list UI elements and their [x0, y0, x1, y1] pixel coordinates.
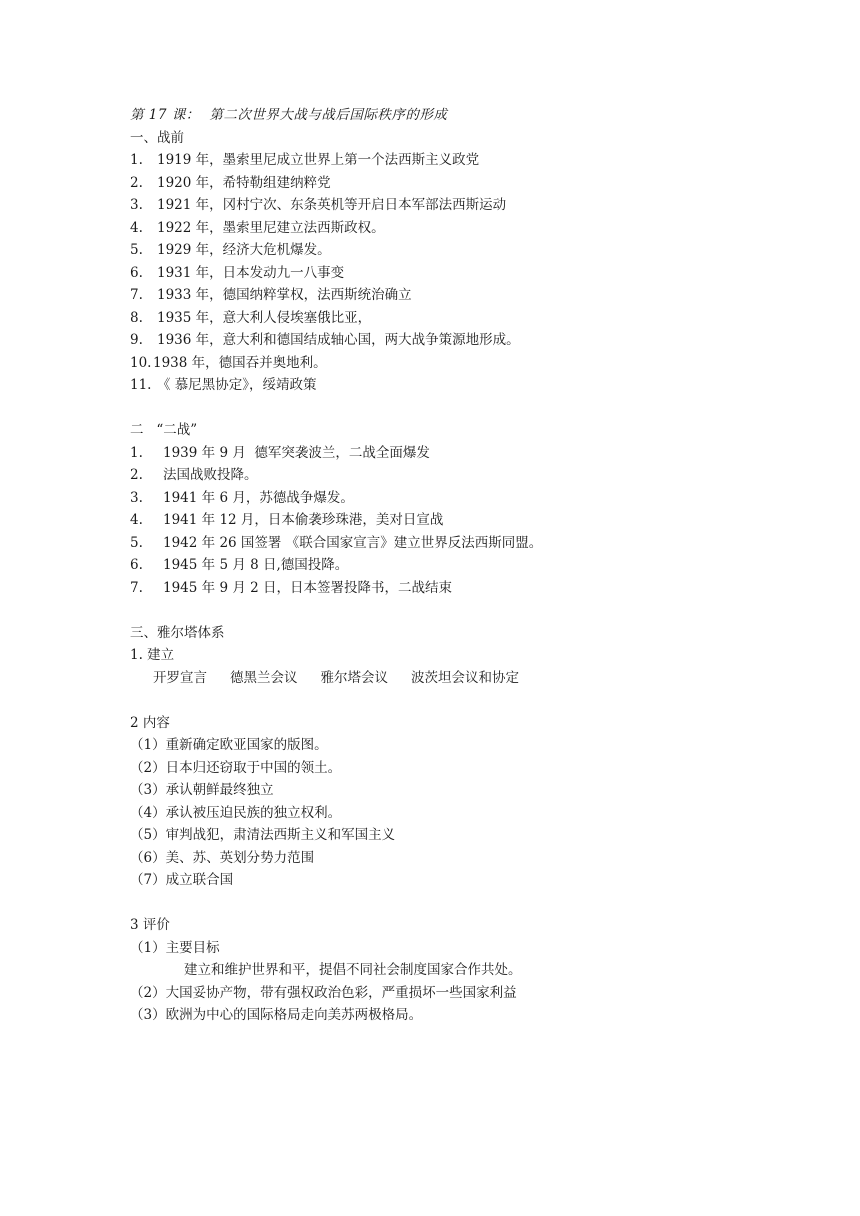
item-text: 1941 年 12 月，日本偷袭珍珠港，美对日宣战	[163, 512, 444, 528]
evaluation-item: （2）大国妥协产物，带有强权政治色彩，严重损坏一些国家利益	[130, 984, 517, 1001]
item-number: 6.	[130, 264, 143, 281]
section-heading-prewar: 一、战前	[130, 129, 184, 146]
list-item	[130, 239, 810, 262]
list-item: （6）美、苏、英划分势力范围	[130, 849, 315, 866]
item-number: 8.	[130, 309, 143, 326]
item-number: 10.	[130, 354, 152, 371]
item-number: 1.	[130, 444, 143, 461]
document-body	[130, 104, 810, 1027]
list-item	[130, 352, 810, 375]
section-heading-ww2: 二 “二战”	[130, 422, 198, 438]
list-item	[130, 284, 810, 307]
item-text: 1939 年 9 月 德军突袭波兰，二战全面爆发	[163, 444, 430, 461]
item-text: 1935 年，意大利人侵埃塞俄比亚，	[157, 309, 372, 326]
list-item	[130, 577, 810, 600]
item-number: 1.	[130, 152, 143, 168]
list-item: （5）审判战犯，肃清法西斯主义和军国主义	[130, 827, 396, 843]
subheading-evaluation: 3 评价	[130, 917, 170, 933]
item-text: 1921 年，冈村宁次、东条英机等开启日本军部法西斯运动	[157, 197, 507, 213]
item-number: 3.	[130, 197, 143, 213]
evaluation-detail: 建立和维护世界和平，提倡不同社会制度国家合作共处。	[184, 962, 522, 978]
conference-item: 德黑兰会议	[230, 669, 298, 686]
list-item: （2）日本归还窃取于中国的领土。	[130, 759, 342, 776]
list-item	[130, 532, 810, 555]
item-text: 1936 年，意大利和德国结成轴心国，两大战争策源地形成。	[157, 332, 520, 348]
list-item: （3）承认朝鲜最终独立	[130, 782, 274, 798]
content-list	[130, 734, 810, 892]
conference-list	[130, 667, 810, 690]
item-text: 1933 年，德国纳粹掌权，法西斯统治确立	[157, 287, 412, 303]
item-number: 2.	[130, 467, 143, 483]
subheading-content: 2 内容	[130, 714, 170, 731]
list-item	[130, 509, 810, 532]
list-item	[130, 374, 810, 397]
spacer	[130, 599, 810, 622]
item-text: 1945 年 9 月 2 日，日本签署投降书，二战结束	[163, 579, 452, 596]
item-number: 9.	[130, 332, 143, 348]
spacer	[130, 892, 810, 915]
item-text: 1929 年，经济大危机爆发。	[157, 242, 331, 258]
item-number: 11.	[130, 377, 152, 393]
list-item	[130, 464, 810, 487]
item-text: 1922 年，墨索里尼建立法西斯政权。	[157, 219, 385, 236]
conference-item: 雅尔塔会议	[320, 669, 388, 686]
list-item: （4）承认被压迫民族的独立权利。	[130, 804, 342, 821]
item-text: 《 慕尼黑协定》，绥靖政策	[157, 377, 317, 393]
ww2-list	[130, 442, 810, 600]
item-text: 1941 年 6 月，苏德战争爆发。	[163, 489, 354, 506]
list-item	[130, 149, 810, 172]
spacer	[130, 689, 810, 712]
list-item	[130, 262, 810, 285]
list-item: （1）重新确定欧亚国家的版图。	[130, 737, 328, 753]
item-number: 2.	[130, 174, 143, 191]
list-item	[130, 329, 810, 352]
item-text: 1919 年，墨索里尼成立世界上第一个法西斯主义政党	[157, 152, 480, 168]
item-number: 3.	[130, 489, 143, 506]
lesson-title: 第 17 课： 第二次世界大战与战后国际秩序的形成	[130, 107, 448, 123]
list-item	[130, 442, 810, 465]
list-item	[130, 554, 810, 577]
item-number: 5.	[130, 534, 143, 551]
conference-item: 开罗宣言	[153, 669, 207, 686]
item-number: 5.	[130, 242, 143, 258]
item-text: 1938 年，德国吞并奥地利。	[153, 354, 327, 371]
list-item	[130, 217, 810, 240]
item-text: 1931 年，日本发动九一八事变	[157, 264, 345, 281]
item-number: 4.	[130, 512, 143, 528]
list-item	[130, 172, 810, 195]
prewar-list	[130, 149, 810, 397]
item-number: 7.	[130, 287, 143, 303]
item-text: 1945 年 5 月 8 日,德国投降。	[163, 557, 349, 573]
subheading-establish: 1. 建立	[130, 647, 175, 663]
item-text: 1920 年，希特勒组建纳粹党	[157, 174, 331, 191]
conference-item: 波茨坦会议和协定	[411, 669, 519, 686]
spacer	[130, 397, 810, 420]
item-number: 6.	[130, 557, 143, 573]
section-heading-yalta: 三、雅尔塔体系	[130, 624, 225, 641]
list-item: （7）成立联合国	[130, 872, 234, 888]
evaluation-item: （3）欧洲为中心的国际格局走向美苏两极格局。	[130, 1007, 423, 1023]
list-item	[130, 194, 810, 217]
list-item	[130, 487, 810, 510]
evaluation-item: （1）主要目标	[130, 939, 220, 956]
list-item	[130, 307, 810, 330]
item-text: 1942 年 26 国签署 《联合国家宣言》建立世界反法西斯同盟。	[163, 534, 543, 551]
item-text: 法国战败投降。	[163, 467, 258, 483]
item-number: 4.	[130, 219, 143, 236]
item-number: 7.	[130, 579, 143, 596]
